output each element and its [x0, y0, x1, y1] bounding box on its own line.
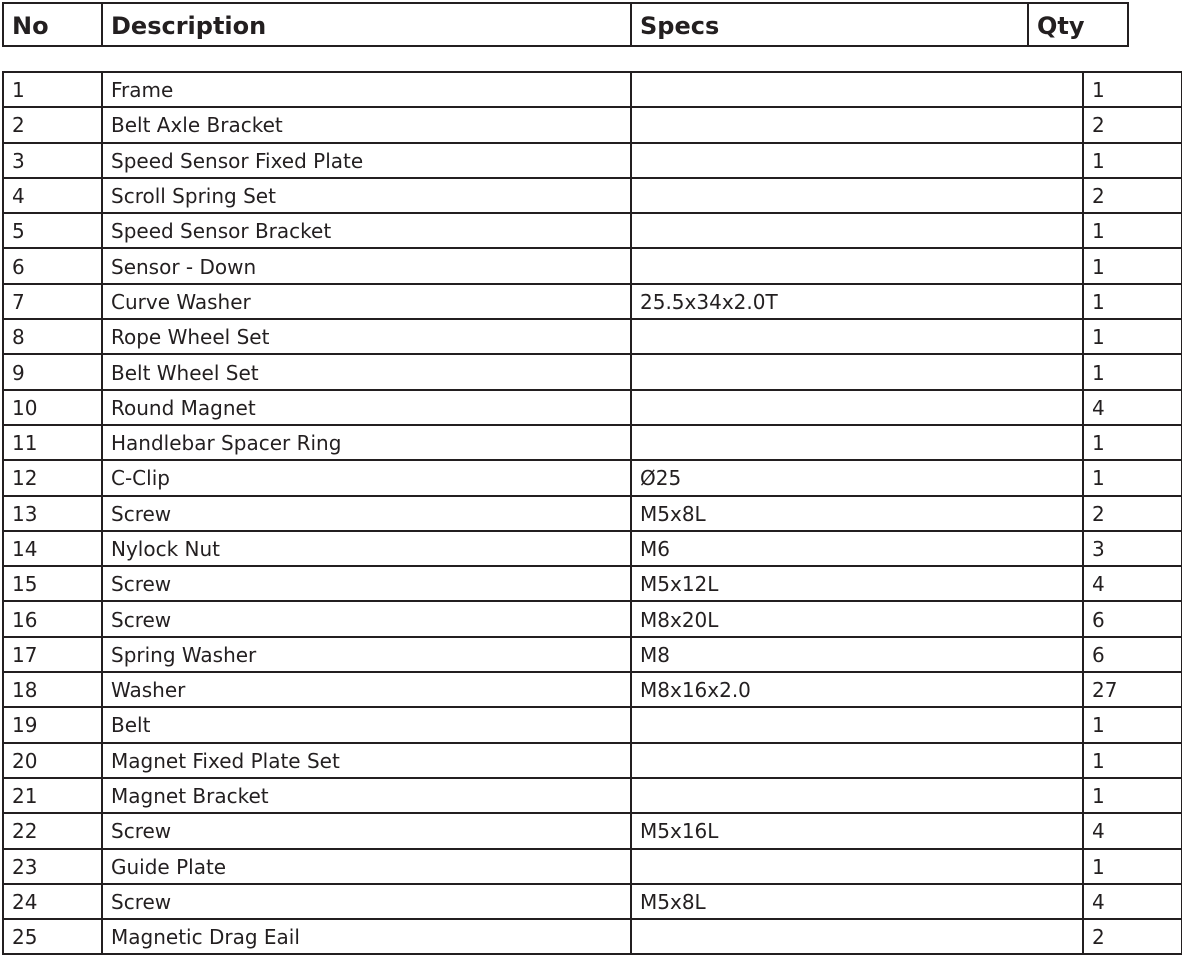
- cell-qty: 1: [1083, 425, 1182, 460]
- cell-no: 20: [3, 743, 102, 778]
- table-row: [3, 672, 1182, 707]
- cell-description: Curve Washer: [102, 284, 631, 319]
- cell-specs: [631, 354, 1083, 389]
- cell-description: Round Magnet: [102, 390, 631, 425]
- header-no: No: [3, 3, 102, 46]
- cell-qty: 2: [1083, 178, 1182, 213]
- table-row: [3, 778, 1182, 813]
- cell-no: 22: [3, 813, 102, 848]
- cell-description: Belt Axle Bracket: [102, 107, 631, 142]
- cell-description: Washer: [102, 672, 631, 707]
- cell-qty: 4: [1083, 566, 1182, 601]
- cell-qty: 2: [1083, 919, 1182, 954]
- cell-no: 10: [3, 390, 102, 425]
- table-row: [3, 107, 1182, 142]
- table-row: [3, 213, 1182, 248]
- table-row: [3, 707, 1182, 742]
- cell-description: Sensor - Down: [102, 248, 631, 283]
- cell-specs: [631, 849, 1083, 884]
- cell-qty: 2: [1083, 496, 1182, 531]
- cell-specs: [631, 213, 1083, 248]
- cell-description: Screw: [102, 884, 631, 919]
- cell-qty: 1: [1083, 72, 1182, 107]
- table-row: [3, 743, 1182, 778]
- cell-no: 11: [3, 425, 102, 460]
- cell-no: 16: [3, 601, 102, 636]
- cell-qty: 1: [1083, 778, 1182, 813]
- cell-specs: [631, 319, 1083, 354]
- cell-specs: [631, 778, 1083, 813]
- cell-specs: [631, 143, 1083, 178]
- parts-table: [2, 71, 1182, 955]
- table-row: [3, 601, 1182, 636]
- parts-table-header: [2, 2, 1129, 47]
- table-row: [3, 319, 1182, 354]
- cell-specs: M8x16x2.0: [631, 672, 1083, 707]
- table-row: [3, 566, 1182, 601]
- cell-specs: 25.5x34x2.0T: [631, 284, 1083, 319]
- cell-no: 24: [3, 884, 102, 919]
- cell-specs: [631, 248, 1083, 283]
- cell-description: Magnetic Drag Eail: [102, 919, 631, 954]
- cell-qty: 1: [1083, 743, 1182, 778]
- table-row: [3, 248, 1182, 283]
- cell-qty: 3: [1083, 531, 1182, 566]
- cell-description: Frame: [102, 72, 631, 107]
- cell-specs: [631, 72, 1083, 107]
- cell-specs: M8: [631, 637, 1083, 672]
- table-row: [3, 849, 1182, 884]
- cell-qty: 2: [1083, 107, 1182, 142]
- cell-no: 9: [3, 354, 102, 389]
- cell-no: 15: [3, 566, 102, 601]
- cell-specs: [631, 743, 1083, 778]
- table-row: [3, 284, 1182, 319]
- cell-description: Screw: [102, 813, 631, 848]
- cell-no: 3: [3, 143, 102, 178]
- cell-description: Handlebar Spacer Ring: [102, 425, 631, 460]
- cell-qty: 1: [1083, 248, 1182, 283]
- cell-no: 23: [3, 849, 102, 884]
- cell-description: Magnet Bracket: [102, 778, 631, 813]
- table-row: [3, 531, 1182, 566]
- cell-qty: 6: [1083, 601, 1182, 636]
- cell-description: Nylock Nut: [102, 531, 631, 566]
- cell-description: Guide Plate: [102, 849, 631, 884]
- cell-qty: 1: [1083, 284, 1182, 319]
- cell-qty: 1: [1083, 354, 1182, 389]
- cell-specs: [631, 425, 1083, 460]
- cell-no: 4: [3, 178, 102, 213]
- cell-qty: 1: [1083, 707, 1182, 742]
- header-row: [3, 3, 1128, 46]
- table-row: [3, 637, 1182, 672]
- cell-specs: [631, 919, 1083, 954]
- cell-no: 6: [3, 248, 102, 283]
- cell-no: 8: [3, 319, 102, 354]
- cell-description: Belt Wheel Set: [102, 354, 631, 389]
- cell-specs: [631, 178, 1083, 213]
- cell-no: 14: [3, 531, 102, 566]
- cell-description: C-Clip: [102, 460, 631, 495]
- table-row: [3, 884, 1182, 919]
- cell-qty: 4: [1083, 884, 1182, 919]
- cell-specs: M5x16L: [631, 813, 1083, 848]
- cell-qty: 4: [1083, 813, 1182, 848]
- cell-description: Screw: [102, 496, 631, 531]
- cell-specs: [631, 390, 1083, 425]
- table-row: [3, 813, 1182, 848]
- cell-specs: M5x8L: [631, 496, 1083, 531]
- table-row: [3, 425, 1182, 460]
- cell-no: 25: [3, 919, 102, 954]
- cell-qty: 1: [1083, 143, 1182, 178]
- cell-qty: 1: [1083, 460, 1182, 495]
- table-row: [3, 460, 1182, 495]
- cell-description: Rope Wheel Set: [102, 319, 631, 354]
- cell-description: Belt: [102, 707, 631, 742]
- cell-no: 21: [3, 778, 102, 813]
- table-row: [3, 178, 1182, 213]
- cell-description: Magnet Fixed Plate Set: [102, 743, 631, 778]
- cell-no: 19: [3, 707, 102, 742]
- cell-no: 5: [3, 213, 102, 248]
- cell-qty: 1: [1083, 849, 1182, 884]
- cell-no: 13: [3, 496, 102, 531]
- cell-specs: Ø25: [631, 460, 1083, 495]
- header-qty: Qty: [1028, 3, 1128, 46]
- table-row: [3, 72, 1182, 107]
- cell-no: 2: [3, 107, 102, 142]
- cell-specs: M6: [631, 531, 1083, 566]
- cell-no: 18: [3, 672, 102, 707]
- cell-qty: 4: [1083, 390, 1182, 425]
- cell-specs: [631, 707, 1083, 742]
- cell-description: Spring Washer: [102, 637, 631, 672]
- cell-description: Screw: [102, 601, 631, 636]
- cell-specs: M5x8L: [631, 884, 1083, 919]
- cell-description: Scroll Spring Set: [102, 178, 631, 213]
- table-row: [3, 919, 1182, 954]
- cell-description: Speed Sensor Fixed Plate: [102, 143, 631, 178]
- cell-qty: 27: [1083, 672, 1182, 707]
- cell-qty: 1: [1083, 319, 1182, 354]
- table-row: [3, 496, 1182, 531]
- table-row: [3, 390, 1182, 425]
- header-specs: Specs: [631, 3, 1028, 46]
- table-row: [3, 354, 1182, 389]
- header-description: Description: [102, 3, 631, 46]
- cell-description: Speed Sensor Bracket: [102, 213, 631, 248]
- cell-specs: M5x12L: [631, 566, 1083, 601]
- cell-no: 17: [3, 637, 102, 672]
- cell-no: 7: [3, 284, 102, 319]
- table-row: [3, 143, 1182, 178]
- cell-specs: M8x20L: [631, 601, 1083, 636]
- cell-description: Screw: [102, 566, 631, 601]
- cell-qty: 1: [1083, 213, 1182, 248]
- cell-no: 12: [3, 460, 102, 495]
- cell-specs: [631, 107, 1083, 142]
- cell-qty: 6: [1083, 637, 1182, 672]
- cell-no: 1: [3, 72, 102, 107]
